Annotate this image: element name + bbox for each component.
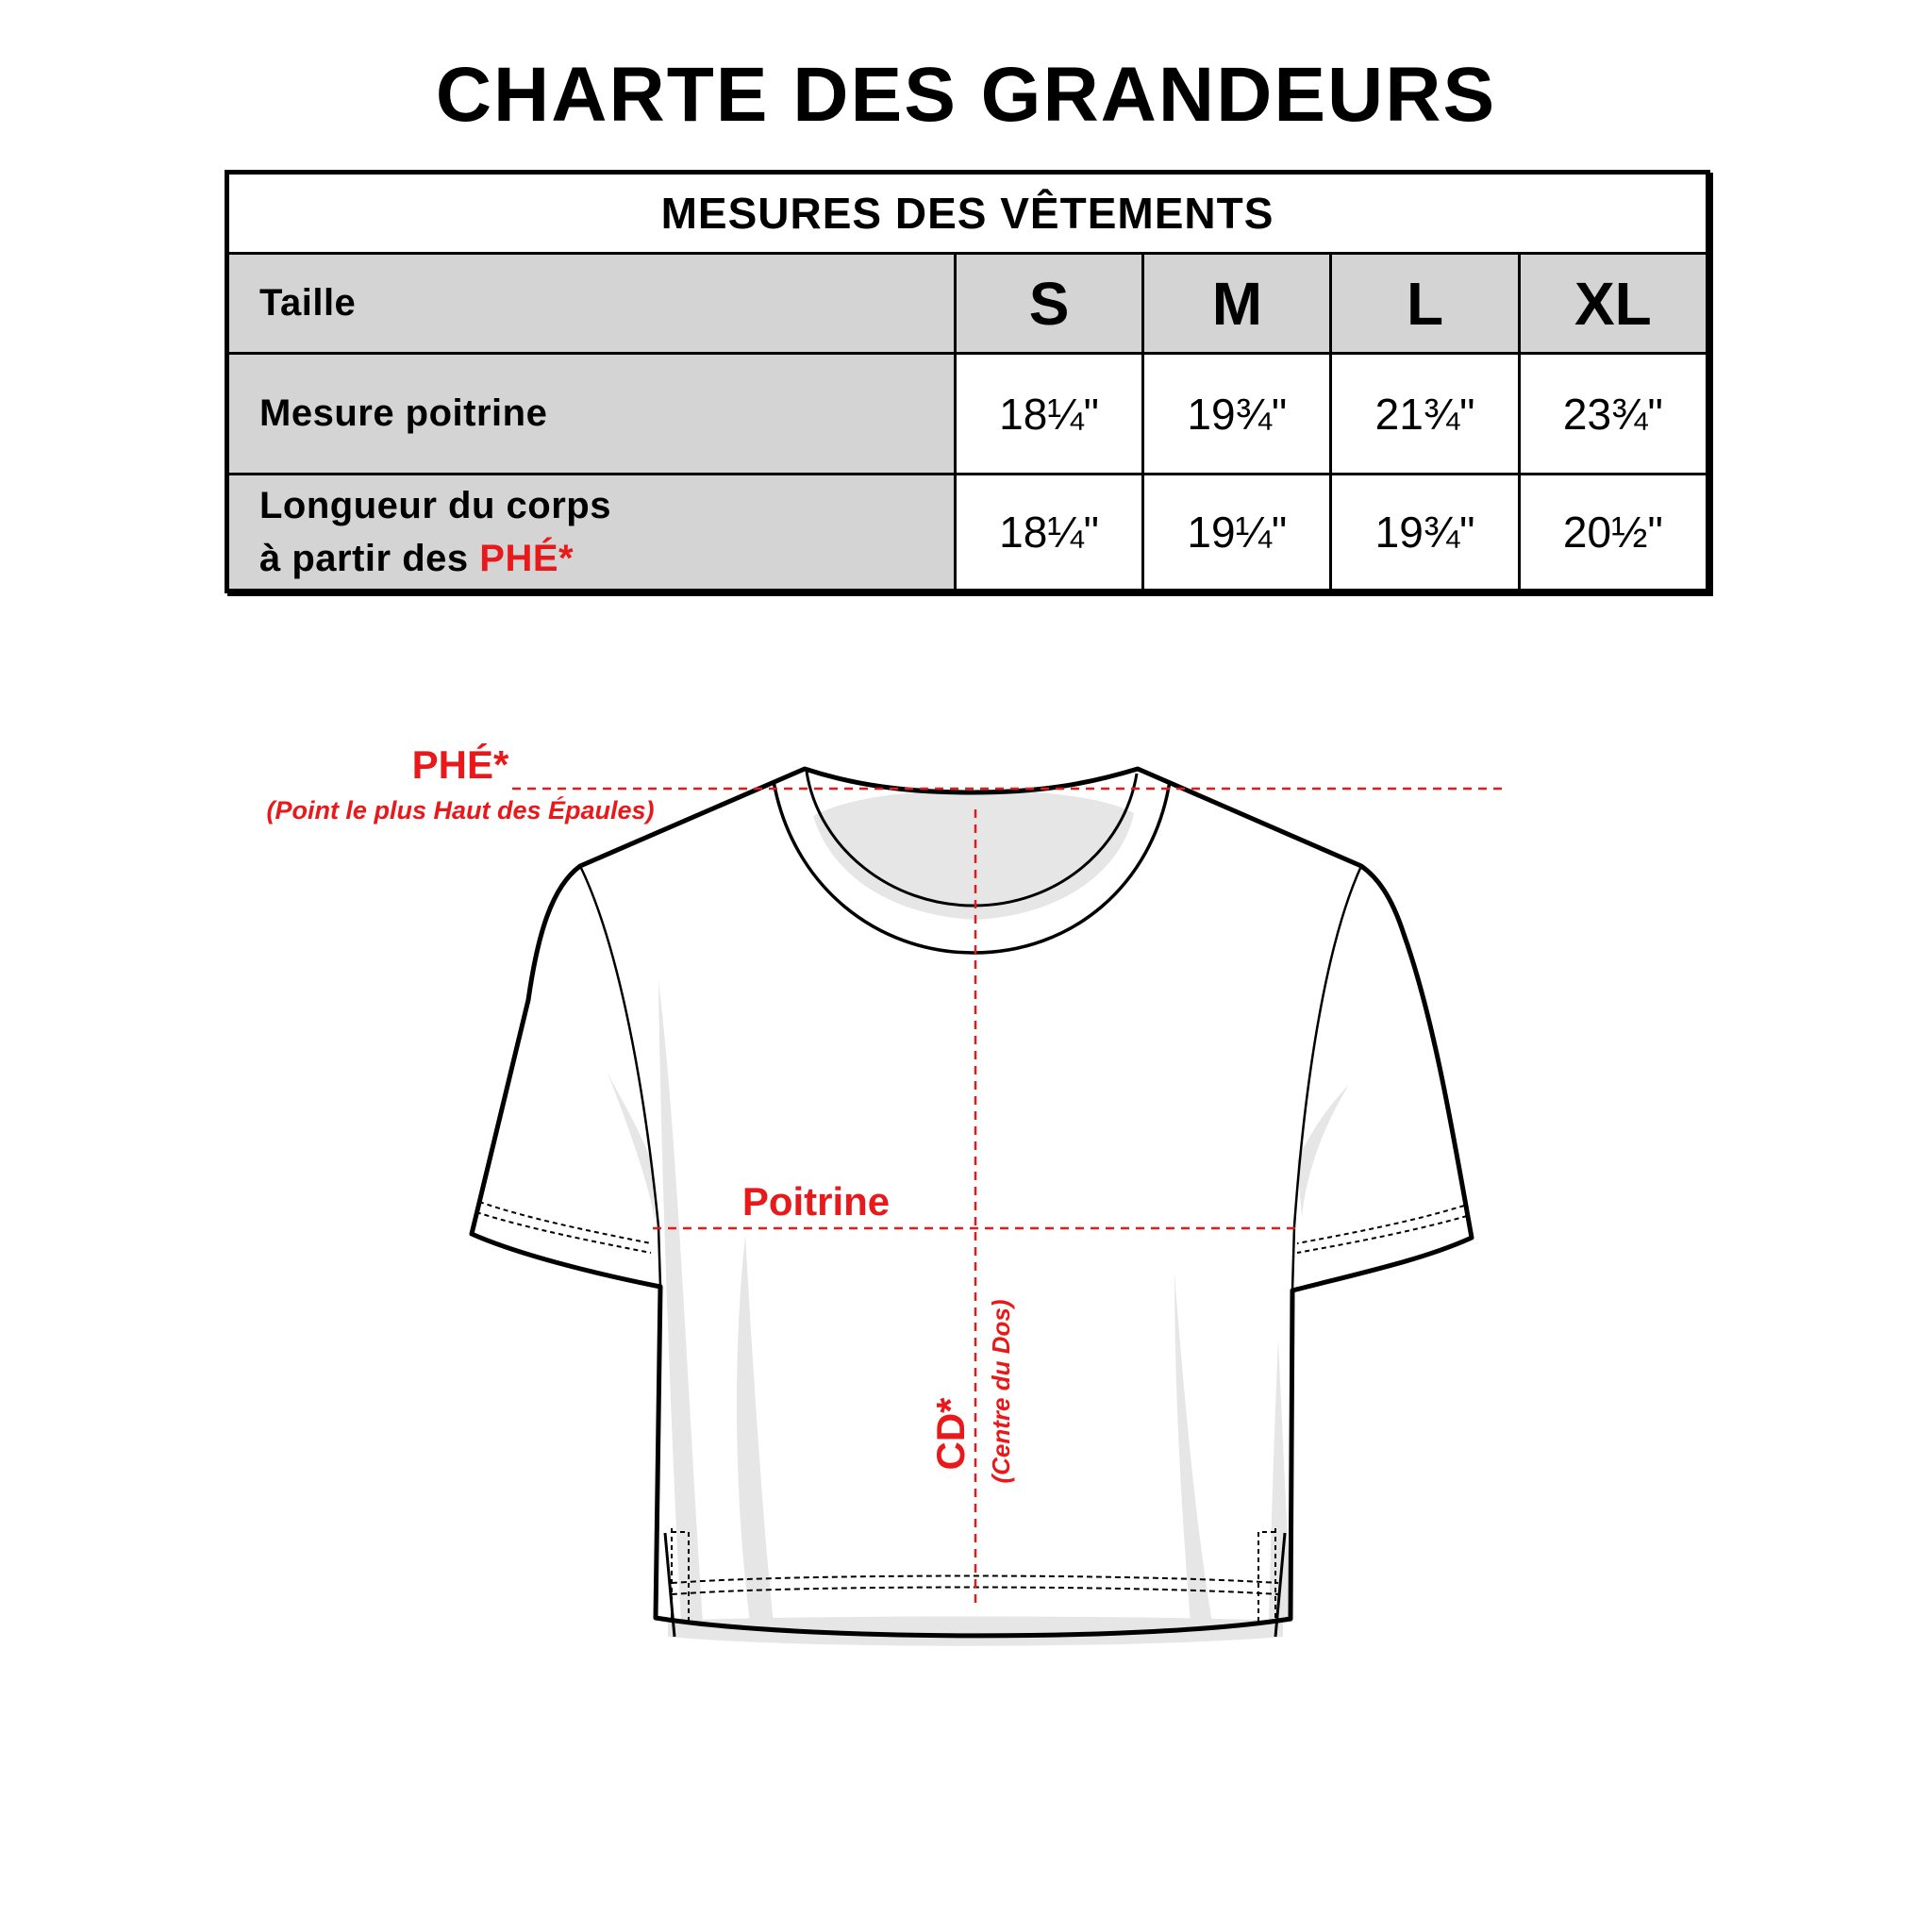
- chest-label: Poitrine: [741, 1179, 891, 1224]
- right-sleeve-stitch-2: [1297, 1216, 1467, 1253]
- cd-note: (Centre du Dos): [987, 1299, 1015, 1484]
- size-xl: XL: [1519, 254, 1707, 354]
- cd-label-group: [928, 1397, 973, 1471]
- size-s: S: [955, 254, 1142, 354]
- row-label-chest: Mesure poitrine: [227, 354, 956, 475]
- length-value-l: 19¾": [1331, 475, 1519, 591]
- chest-value-l: 21¾": [1331, 354, 1519, 475]
- phe-label: PHÉ*: [411, 742, 509, 787]
- length-value-xl: 20½": [1519, 475, 1707, 591]
- phe-note: (Point le plus Haut des Épaules): [266, 796, 655, 824]
- chest-value-s: 18¼": [955, 354, 1142, 475]
- right-armhole-seam: [1292, 866, 1361, 1291]
- length-label-highlight: PHÉ*: [479, 538, 575, 579]
- chest-value-m: 19¾": [1143, 354, 1331, 475]
- length-label-line1: Longueur du corps: [259, 485, 611, 526]
- table-caption: MESURES DES VÊTEMENTS: [227, 173, 1708, 254]
- length-value-m: 19¼": [1143, 475, 1331, 591]
- length-label-prefix: à partir des: [259, 538, 480, 579]
- page-title: CHARTE DES GRANDEURS: [435, 52, 1497, 138]
- cd-note-group: [987, 1300, 1015, 1484]
- left-armhole-seam: [580, 866, 660, 1287]
- length-value-s: 18¼": [955, 475, 1142, 591]
- chest-value-xl: 23¾": [1519, 354, 1707, 475]
- fabric-shading: [607, 791, 1349, 1646]
- left-sleeve-stitch: [479, 1202, 651, 1243]
- size-m: M: [1143, 254, 1331, 354]
- cd-label: CD*: [928, 1397, 973, 1471]
- size-label: Taille: [227, 254, 956, 354]
- size-l: L: [1331, 254, 1519, 354]
